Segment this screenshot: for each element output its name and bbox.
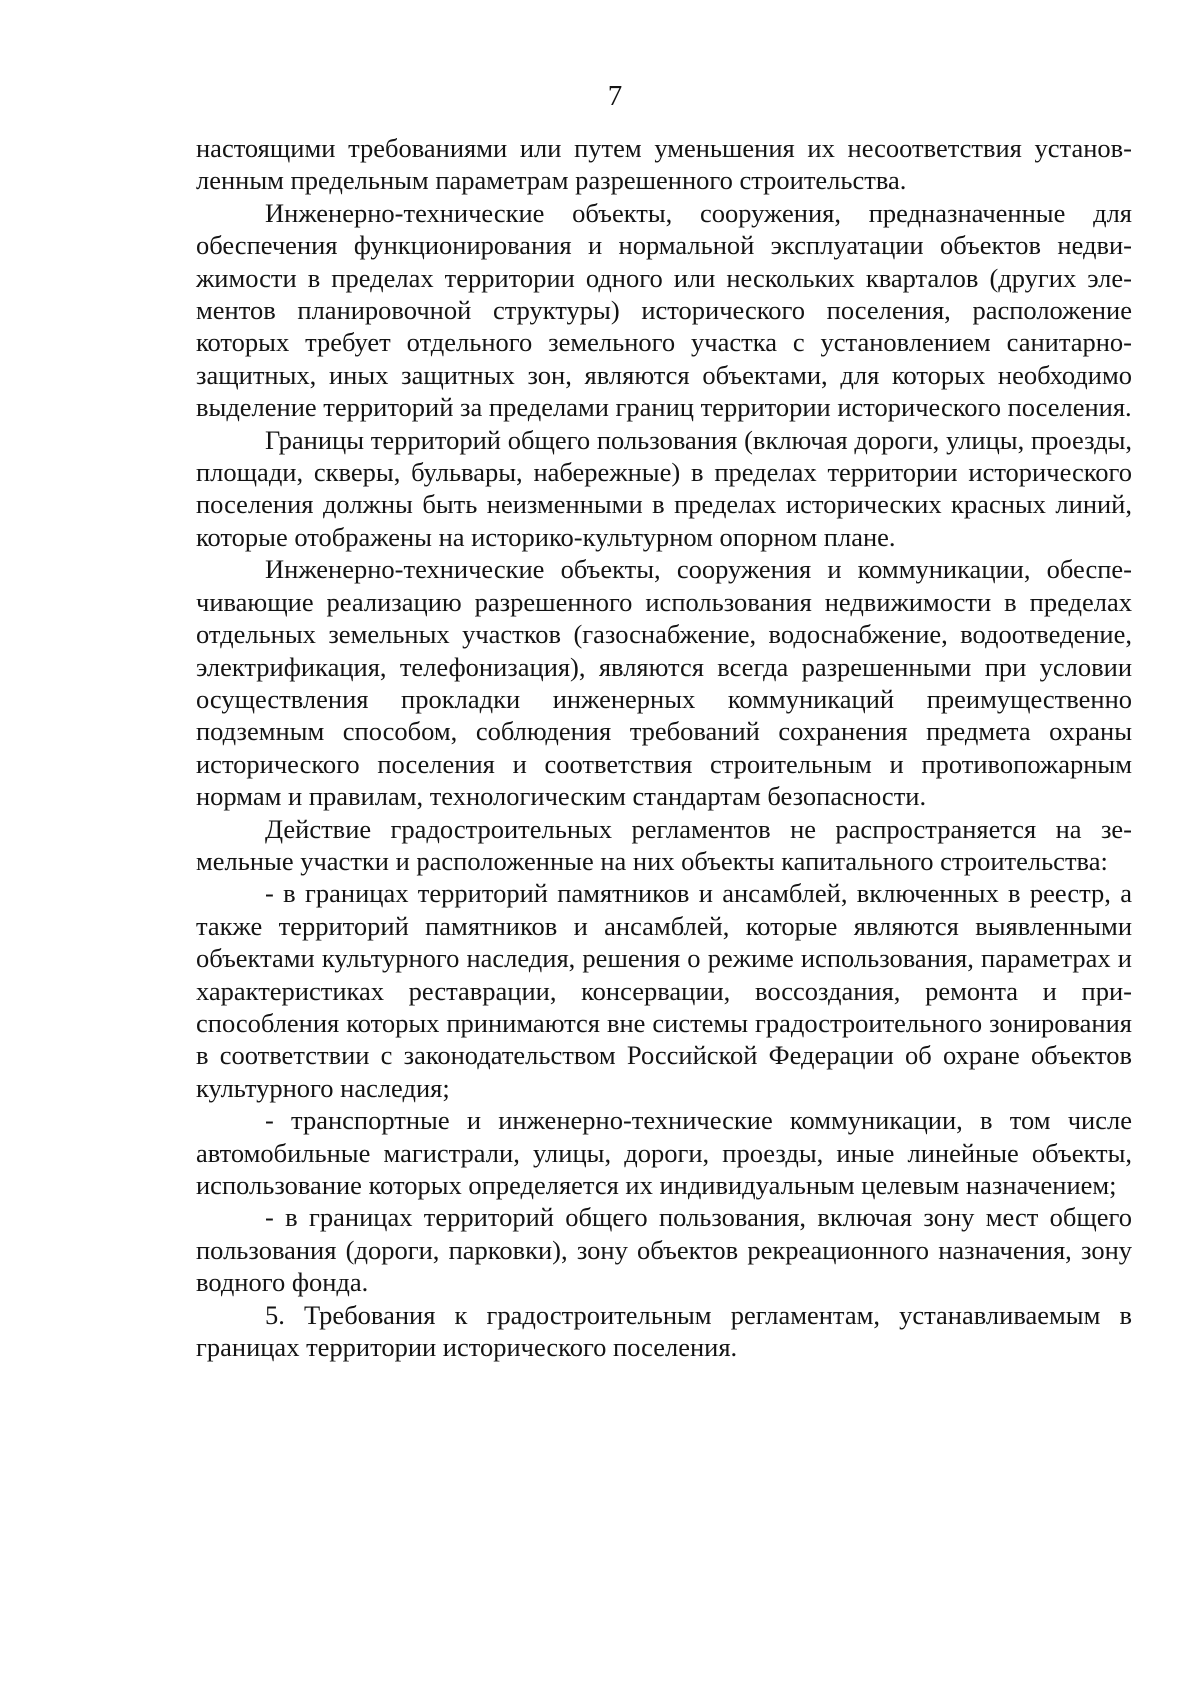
section-heading-5: 5. Требования к градостроительным регламентам, устанавливаемым в границах территории исторического поселения. (196, 1299, 1132, 1363)
paragraph-public-areas: Границы территорий общего пользования (включая дороги, улицы, проезды, площади, скверы, бульвары, набережные) в пределах территории исторического поселения должны быть неизменными в пределах исторических красных линий, которые отображены на историко-культурном опорном плане. (196, 424, 1132, 552)
list-item-public-use: - в границах территорий общего пользования, включая зону мест общего пользования (дороги, парковки), зону объектов рекреационного назначения, зону водного фонда. (196, 1202, 1132, 1298)
list-item-monuments: - в границах территорий памятников и ансамблей, включенных в реестр, а также территорий памятников и ансамблей, которые являются выявленными объектами культурного наследия, решения о режиме использования, параметрах и характеристиках реставрации, консервации, воссоздания, ремонта и приспособления которых принимаются вне системы градостроительного зонирования в соответствии с законодательством Российской Федерации об охране объектов культурного наследия; (196, 878, 1132, 1103)
paragraph-regulations-scope: Действие градостроительных регламентов не распространяется на земельные участки и расположенные на них объекты капитального строительства: (196, 813, 1132, 876)
document-body (196, 132, 1132, 1363)
paragraph-engineering-objects: Инженерно-технические объекты, сооружения, предназначенные для обеспечения функционирования и нормальной эксплуатации объектов недвижимости в пределах территории одного или нескольких кварталов (других элементов планировочной структуры) исторического поселения, расположение которых требует отдельного земельного участка с установлением санитарно-защитных, иных защитных зон, являются объектами, для которых необходимо выделение территорий за пределами границ территории исторического поселения. (196, 197, 1132, 423)
paragraph-engineering-communications: Инженерно-технические объекты, сооружения и коммуникации, обеспечивающие реализацию разрешенного использования недвижимости в пределах отдельных земельных участков (газоснабжение, водоснабжение, водоотведение, электрификация, телефонизация), являются всегда разрешенными при условии осуществления прокладки инженерных коммуникаций преимущественно подземным способом, соблюдения требований сохранения предмета охраны исторического поселения и соответствия строительным и противопожарным нормам и правилам, технологическим стандартам безопасности. (196, 554, 1132, 812)
page-number: 7 (607, 80, 623, 112)
list-item-transport: - транспортные и инженерно-технические коммуникации, в том числе автомобильные магистрали, улицы, дороги, проезды, иные линейные объекты, использование которых определяется их индивидуальным целевым назначением; (196, 1105, 1132, 1200)
paragraph-continuation: настоящими требованиями или путем уменьшения их несоответствия установленным предельным параметрам разрешенного строительства. (196, 133, 1132, 196)
